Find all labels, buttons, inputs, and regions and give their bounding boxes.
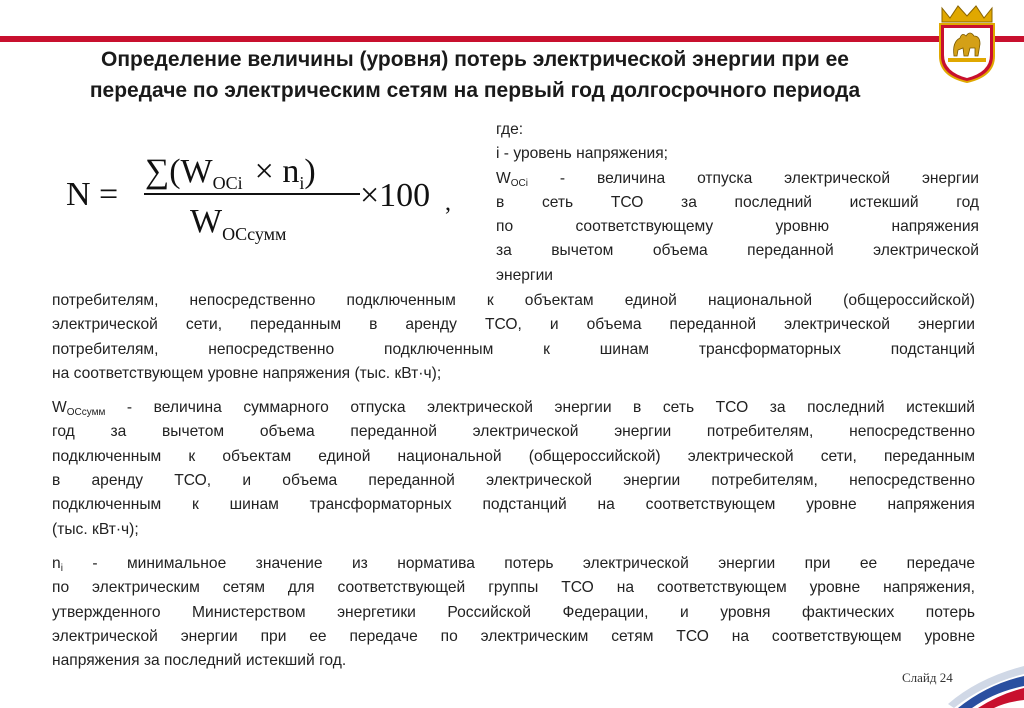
ni-line-3: утвержденного Министерством энергетики Российской Федерации, и уровня фактических потерь: [52, 603, 975, 621]
ni-line-5: напряжения за последний истекший год.: [52, 652, 347, 670]
wsumm-line-5: подключенным к шинам трансформаторных подстанций на соответствующем уровне напряжения: [52, 496, 975, 514]
wosi-definition-line-1: [496, 167, 979, 191]
wosi-cont-line-4: на соответствующем уровне напряжения (тыс. кВт·ч);: [52, 364, 442, 382]
wosi-cont-line-2: электрической сети, переданным в аренду ТСО, и объема переданной электрической энергии: [52, 316, 975, 334]
wosi-cont-line-1: потребителям, непосредственно подключенным к объектам единой национальной (общероссийской): [52, 292, 975, 309]
ni-symbol: n: [52, 554, 61, 572]
ni-line-1-text: - минимальное значение из норматива потерь электрической энергии при ее передаче: [62, 554, 975, 572]
wsumm-line-1: [52, 396, 975, 420]
formula-lhs: N =: [66, 176, 119, 213]
wosi-sub: OCi: [510, 177, 528, 189]
formula-num-times: × n: [254, 153, 300, 190]
ni-line-4: электрической энергии при ее передаче по электрическим сетям ТСО на соответствующем уровне: [52, 627, 975, 645]
wsumm-line-3: подключенным к объектам единой национальной (общероссийской) электрической сети, переданным: [52, 447, 975, 465]
formula-den-main: W: [190, 203, 223, 240]
ni-definition: [52, 552, 975, 673]
title-line-2: передаче по электрическим сетям на первый год долгосрочного периода: [89, 79, 861, 102]
formula-trailing: ,: [445, 190, 451, 216]
loss-formula: [60, 140, 470, 250]
wsumm-line-1-text: - величина суммарного отпуска электрической энергии в сеть ТСО за последний истекший: [105, 399, 975, 417]
wosi-symbol: W: [496, 169, 511, 187]
wosi-continuation: [52, 289, 975, 386]
title-line-1: Определение величины (уровня) потерь электрической энергии при ее: [101, 48, 849, 71]
formula-num-sub1: OCi: [212, 173, 243, 193]
wsumm-symbol: W: [52, 399, 67, 417]
formula-num-close: ): [304, 153, 316, 190]
slide-number: Слайд 24: [902, 670, 953, 685]
wsumm-line-4: в аренду ТСО, и объема переданной электрической энергии потребителям, непосредственно: [52, 472, 975, 490]
i-definition: i - уровень напряжения;: [496, 145, 669, 163]
formula-multiplier: ×100: [360, 177, 431, 214]
formula-num-prefix: ∑(W: [145, 153, 213, 190]
wosi-line-1-text: - величина отпуска электрической энергии: [527, 169, 979, 187]
ni-line-1: [52, 552, 975, 576]
ni-line-2: по электрическим сетям для соответствующей группы ТСО на соответствующем уровне напряжения,: [52, 579, 975, 597]
definitions-right-column: [496, 118, 979, 288]
wosi-line-2: в сеть ТСО за последний истекший год: [496, 193, 979, 211]
wosi-line-4: за вычетом объема переданной электрической: [496, 242, 979, 260]
wosi-line-5: энергии: [496, 266, 554, 284]
definitions-body: [52, 289, 975, 683]
ni-sub: i: [60, 562, 63, 574]
wosi-cont-line-3: потребителям, непосредственно подключенным к шинам трансформаторных подстанций: [52, 340, 975, 358]
formula-denominator: [190, 203, 286, 244]
formula-den-sub: OCсумм: [222, 224, 287, 244]
chelyabinsk-emblem-icon: [932, 2, 1002, 84]
header-accent-line: [0, 36, 1024, 42]
where-label: где:: [496, 121, 524, 138]
page-title: [40, 44, 910, 106]
wsumm-line-2: год за вычетом объема переданной электрической энергии потребителям, непосредственно: [52, 423, 975, 441]
wosi-line-3: по соответствующему уровню напряжения: [496, 218, 979, 236]
wsumm-definition: [52, 396, 975, 542]
formula-num-sub2: i: [299, 173, 305, 193]
flag-swoosh-icon: [948, 648, 1024, 708]
wsumm-sub: OCсумм: [66, 407, 106, 419]
formula-numerator: [145, 153, 316, 193]
wsumm-line-6: (тыс. кВт·ч);: [52, 520, 139, 538]
